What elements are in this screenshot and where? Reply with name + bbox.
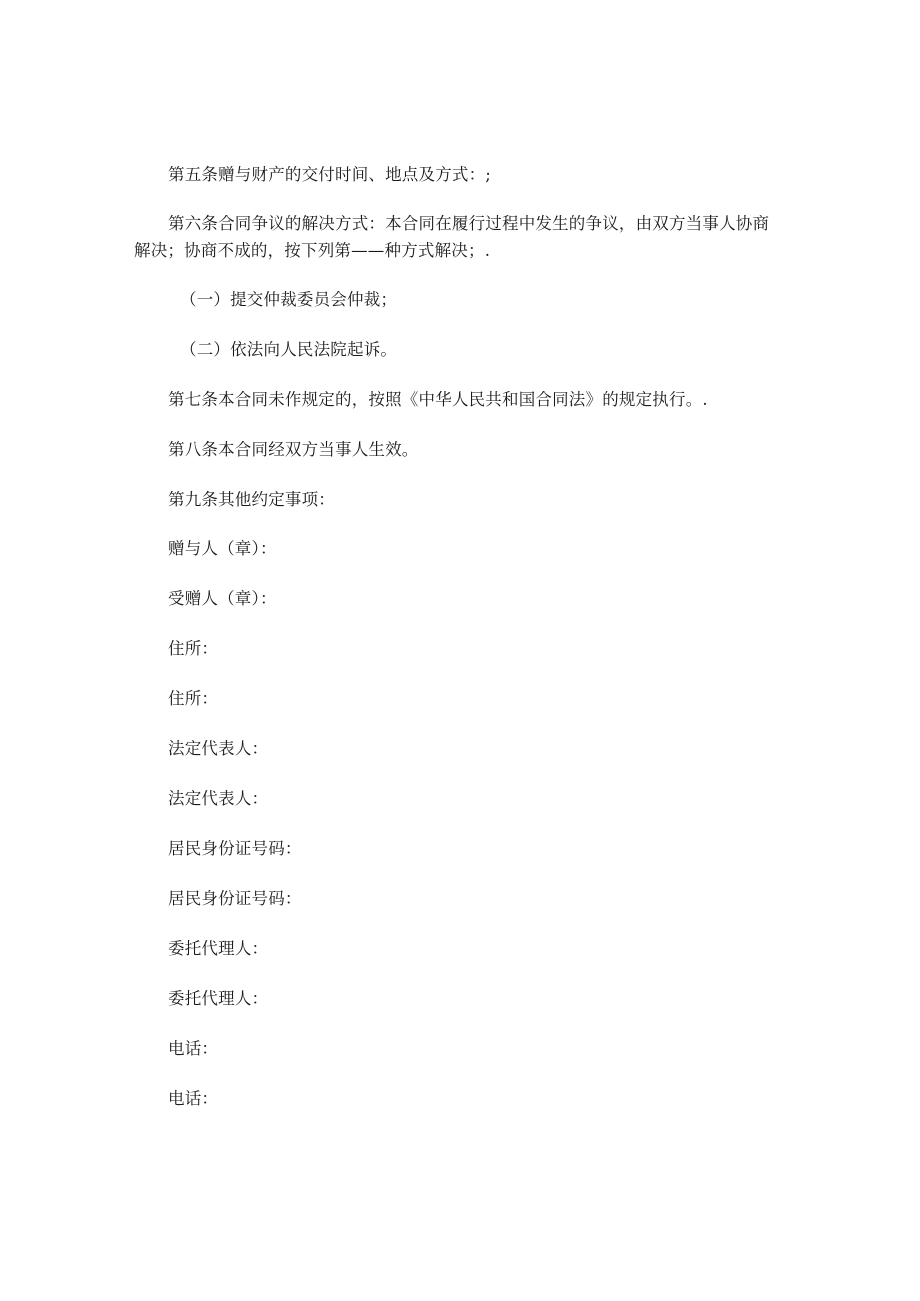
field-legal-rep-donee: 法定代表人： [168, 789, 269, 808]
article-8: 第八条本合同经双方当事人生效。 [168, 440, 419, 459]
field-id-number-donor: 居民身份证号码： [168, 839, 302, 858]
field-agent-donor: 委托代理人： [168, 939, 269, 958]
dispute-option-1: （一）提交仲裁委员会仲裁； [180, 290, 398, 309]
field-legal-rep-donor: 法定代表人： [168, 739, 269, 758]
field-donee-seal: 受赠人（章）： [168, 589, 277, 608]
field-address-donor: 住所： [168, 639, 219, 658]
field-phone-donor: 电话： [168, 1039, 219, 1058]
article-9: 第九条其他约定事项： [168, 490, 335, 509]
field-donor-seal: 赠与人（章）： [168, 539, 277, 558]
field-agent-donee: 委托代理人： [168, 989, 269, 1008]
article-6-line-2: 解决；协商不成的，按下列第——种方式解决；. [134, 241, 491, 260]
article-5: 第五条赠与财产的交付时间、地点及方式：; [168, 165, 492, 184]
article-7: 第七条本合同未作规定的，按照《中华人民共和国合同法》的规定执行。. [168, 390, 708, 409]
field-id-number-donee: 居民身份证号码： [168, 889, 302, 908]
dispute-option-2: （二）依法向人民法院起诉。 [180, 340, 398, 359]
field-phone-donee: 电话： [168, 1089, 219, 1108]
field-address-donee: 住所： [168, 689, 219, 708]
article-6-line-1: 第六条合同争议的解决方式：本合同在履行过程中发生的争议，由双方当事人协商 [168, 214, 770, 233]
